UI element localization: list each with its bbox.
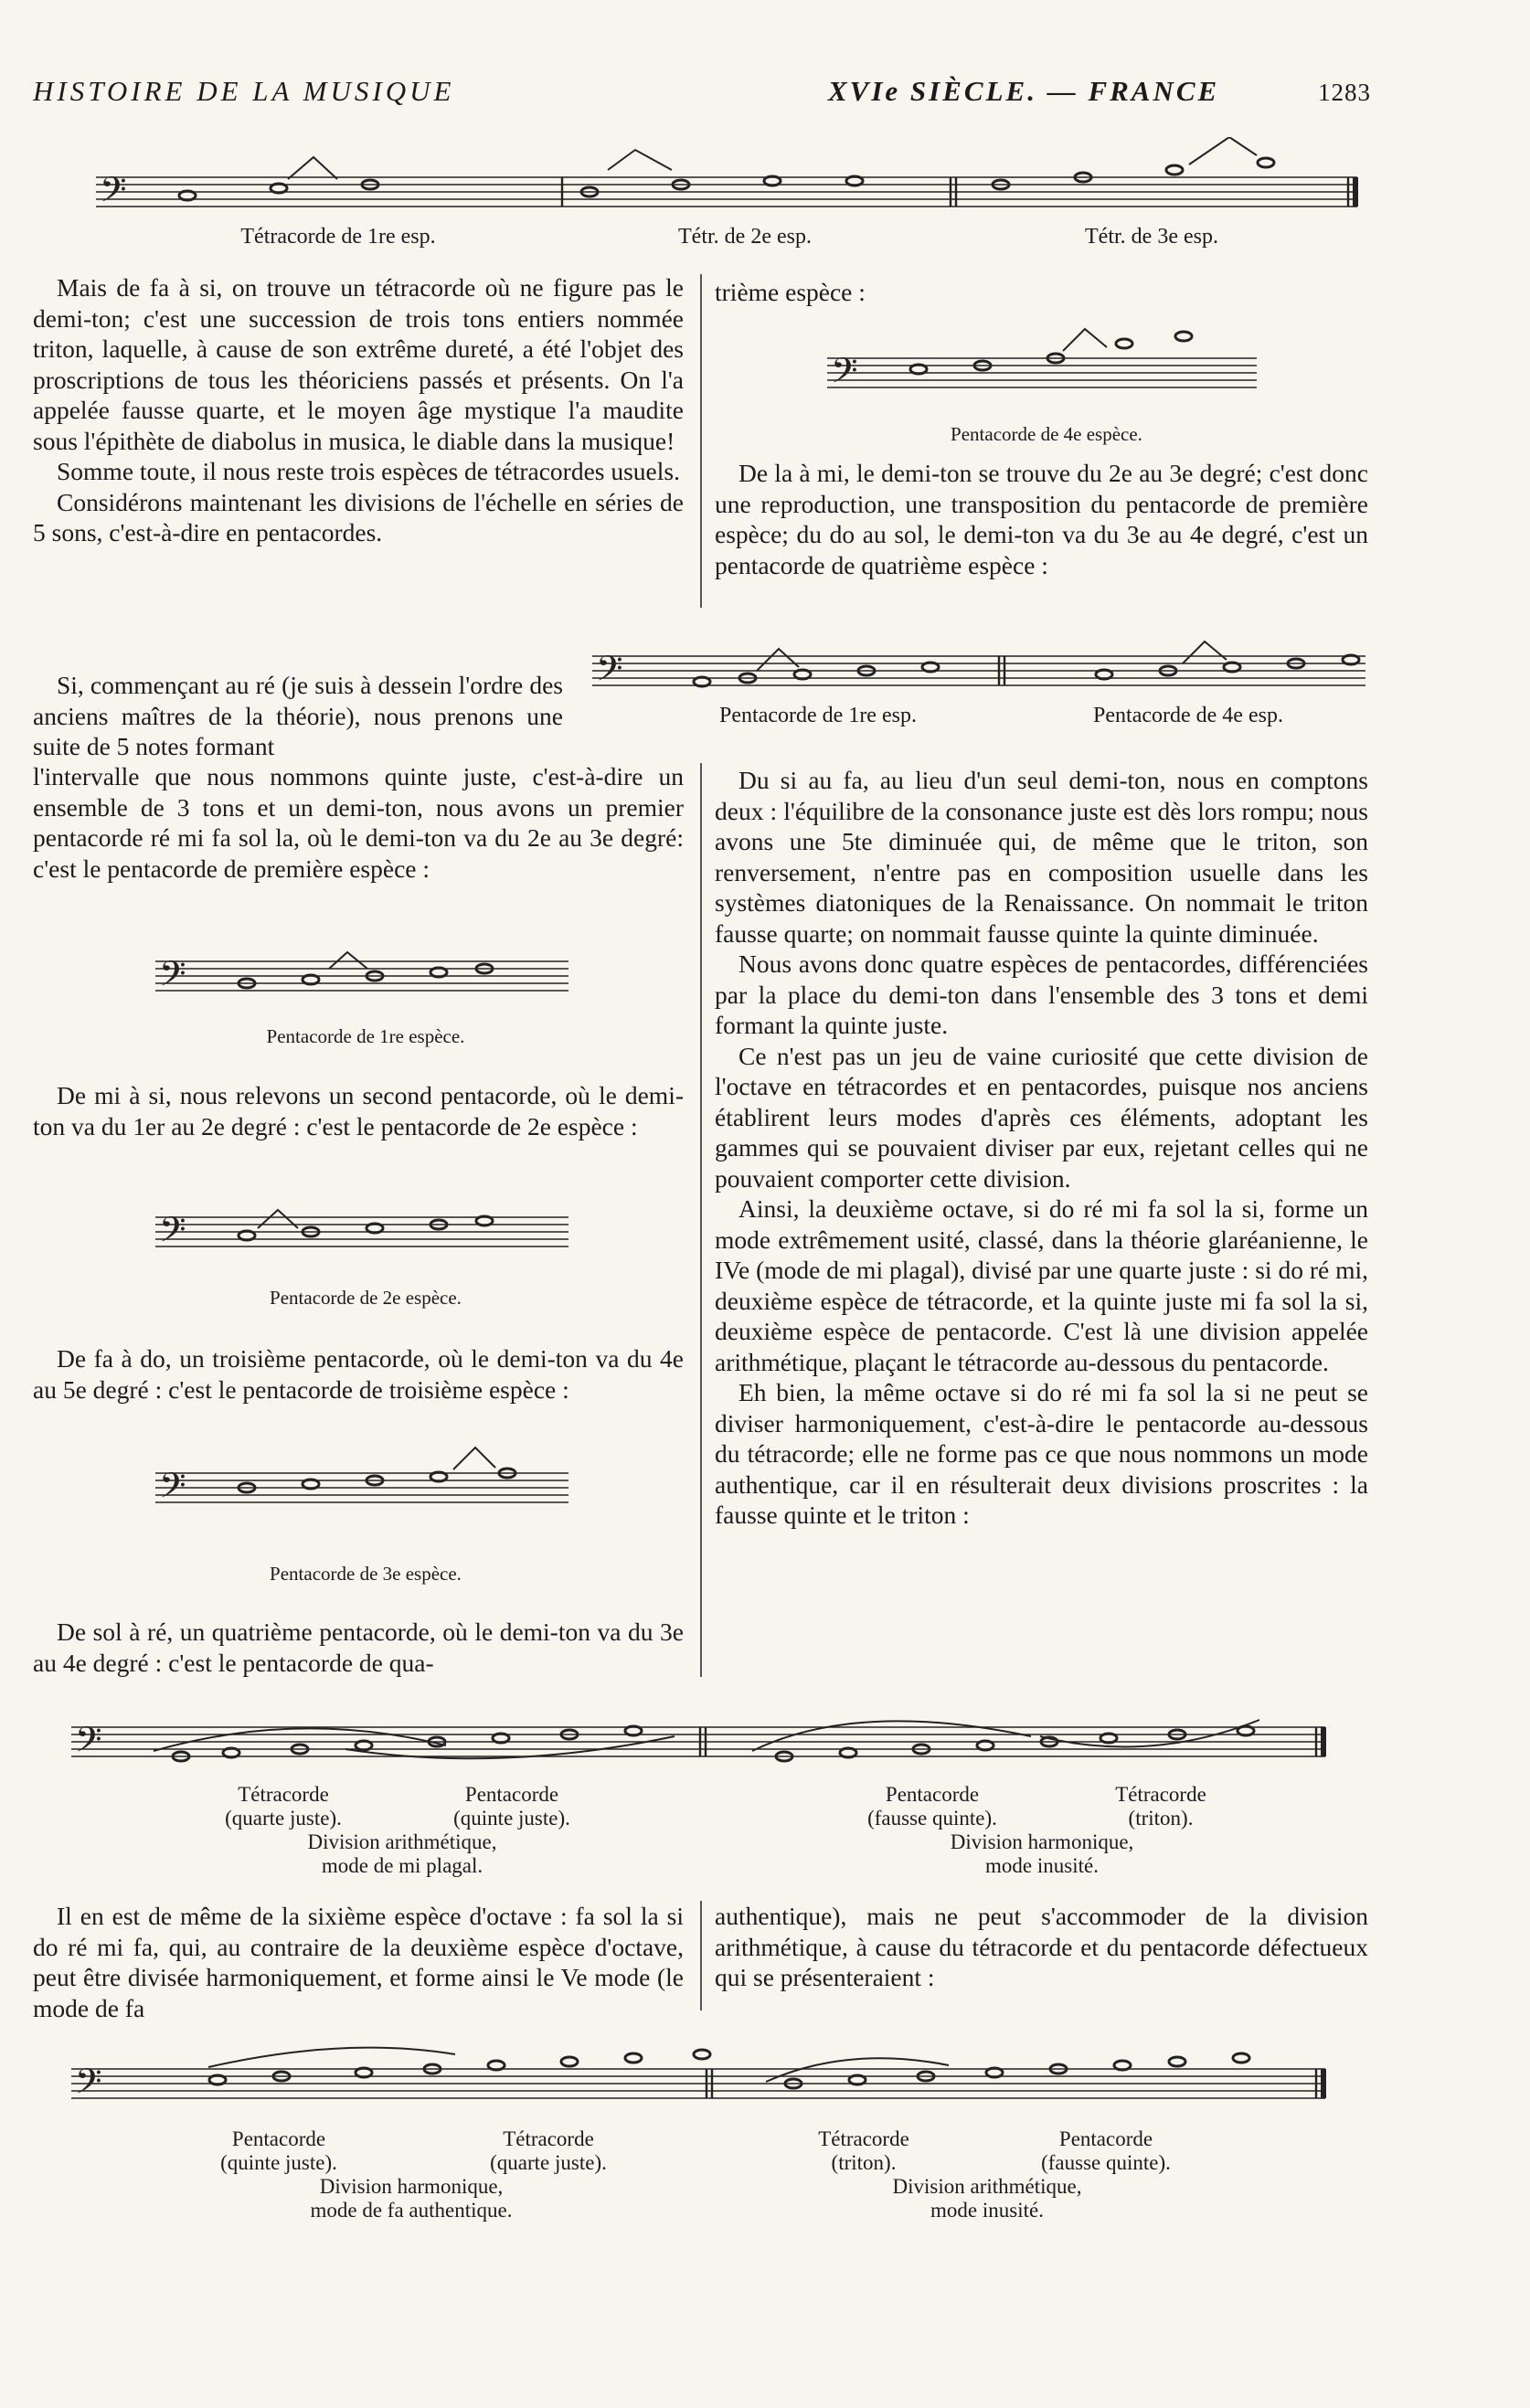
division-label bbox=[786, 2127, 941, 2175]
paragraph: authentique), mais ne peut s'accommoder de la division arithmétique, à cause du tétracorde et du pentacorde défectueux qui se présenteraient : bbox=[715, 1902, 1368, 1991]
label-text: Division harmonique, bbox=[950, 1830, 1134, 1853]
paragraph: Du si au fa, au lieu d'un seul demi-ton, nous en comptons deux : l'équilibre de la consonance juste est dès lors rompu; nous avons une 5te diminuée qui, de même que le triton, son renversement, n'entre pas en composition usuelle dans les systèmes diatoniques de la Renaissance. On nommait le triton fausse quarte; on nommait fausse quinte la quinte diminuée. bbox=[715, 766, 1368, 948]
caption-pentacorde-4: Pentacorde de 4e espèce. bbox=[951, 423, 1142, 445]
division-description bbox=[877, 1830, 1206, 1878]
left-column-text-3 bbox=[33, 761, 684, 884]
label-text: (fausse quinte). bbox=[1041, 2151, 1171, 2174]
division-description bbox=[823, 2175, 1152, 2222]
caption-pentacorde-3: Pentacorde de 3e espèce. bbox=[270, 1563, 462, 1585]
label-text: Pentacorde bbox=[1058, 2127, 1153, 2150]
division-label bbox=[201, 1783, 366, 1830]
staff-division-1 bbox=[71, 1700, 1333, 1773]
division-label bbox=[457, 2127, 640, 2175]
paragraph: Si, commençant au ré (je suis à dessein l'ordre des anciens maîtres de la théorie), nous prenons une suite de 5 notes formant bbox=[33, 671, 563, 760]
label-text: mode de mi plagal. bbox=[321, 1854, 483, 1877]
paragraph: De fa à do, un troisième pentacorde, où le demi-ton va du 4e au 5e degré : c'est le pentacorde de troisième espèce : bbox=[33, 1344, 684, 1404]
staff-label-pentacorde-1: Pentacorde de 1re esp. bbox=[719, 704, 917, 727]
division-description bbox=[228, 1830, 576, 1878]
staff-division-2 bbox=[71, 2027, 1333, 2109]
staff-pentacorde-1 bbox=[155, 941, 576, 1005]
bass-clef-icon: 𝄢 bbox=[831, 350, 858, 399]
staff-pentacorde-1-4 bbox=[592, 631, 1369, 704]
left-column-text-5 bbox=[33, 1343, 684, 1405]
running-header bbox=[33, 75, 1375, 115]
paragraph: Somme toute, il nous reste trois espèces de tétracordes usuels. bbox=[57, 457, 680, 485]
right-column-text-2 bbox=[715, 765, 1368, 1531]
staff-pentacorde-4 bbox=[827, 311, 1266, 411]
column-divider bbox=[700, 1901, 702, 2010]
left-column-text-6 bbox=[33, 1617, 684, 1678]
division-label bbox=[1015, 2127, 1197, 2175]
label-text: (triton). bbox=[831, 2151, 897, 2174]
whole-note-icon bbox=[179, 157, 378, 200]
bass-clef-icon: 𝄢 bbox=[159, 953, 186, 1002]
bass-clef-icon: 𝄢 bbox=[159, 1465, 186, 1514]
label-text: Division arithmétique, bbox=[307, 1830, 497, 1853]
top-staff bbox=[96, 137, 1366, 219]
column-divider bbox=[700, 274, 702, 608]
label-text: (quinte juste). bbox=[220, 2151, 337, 2174]
lower-left-text bbox=[33, 1901, 684, 2023]
paragraph: Eh bien, la même octave si do ré mi fa sol la si ne peut se diviser harmoniquement, c'est-à-dire le pentacorde au-dessous du tétracorde; elle ne forme pas ce que nous nommons un mode authentique, car il en résulterait deux divisions proscrites : la fausse quinte et le triton : bbox=[715, 1378, 1368, 1529]
column-divider bbox=[700, 763, 702, 1677]
staff-label-tetr-2: Tétr. de 2e esp. bbox=[678, 225, 812, 249]
division-label bbox=[192, 2127, 366, 2175]
bass-clef-icon: 𝄢 bbox=[596, 648, 623, 697]
caption-pentacorde-1: Pentacorde de 1re espèce. bbox=[266, 1025, 465, 1047]
label-text: (quinte juste). bbox=[453, 1807, 570, 1830]
paragraph: Ainsi, la deuxième octave, si do ré mi fa sol la si, forme un mode extrêmement usité, classé, dans la théorie glaréanienne, le IVe (mode de mi plagal), divisé par une quarte juste : si do ré mi, deuxième espèce de tétracorde, et la quinte juste mi fa sol la si, deuxième espèce de pentacorde. C'est là une division appelée arithmétique, plaçant le tétracorde au-dessous du pentacorde. bbox=[715, 1194, 1368, 1376]
paragraph: Considérons maintenant les divisions de l'échelle en séries de 5 sons, c'est-à-dire en pentacordes. bbox=[33, 487, 684, 546]
label-text: mode inusité. bbox=[930, 2199, 1044, 2222]
label-text: Pentacorde bbox=[885, 1783, 980, 1806]
division-label bbox=[832, 1783, 1033, 1830]
bass-clef-icon: 𝄢 bbox=[75, 2061, 102, 2109]
right-column-intro bbox=[715, 277, 1368, 308]
label-text: (triton). bbox=[1128, 1807, 1194, 1830]
header-right-title: XVIe SIÈCLE. — FRANCE bbox=[828, 75, 1220, 107]
page-number: 1283 bbox=[1318, 79, 1371, 106]
label-text: Pentacorde bbox=[464, 1783, 559, 1806]
division-label bbox=[1078, 1783, 1243, 1830]
paragraph: De mi à si, nous relevons un second pentacorde, où le demi-ton va du 1er au 2e degré : c'est le pentacorde de 2e espèce : bbox=[33, 1081, 684, 1140]
label-text: (quarte juste). bbox=[490, 2151, 607, 2174]
paragraph: De sol à ré, un quatrième pentacorde, où le demi-ton va du 3e au 4e degré : c'est le pentacorde de qua- bbox=[33, 1618, 684, 1677]
paragraph: trième espèce : bbox=[715, 278, 866, 306]
paragraph: De la à mi, le demi-ton se trouve du 2e au 3e degré; c'est donc une reproduction, une transposition du pentacorde de première espèce; du do au sol, le demi-ton va du 3e au 4e degré, c'est un pentacorde de quatrième espèce : bbox=[715, 459, 1368, 579]
label-text: Tétracorde bbox=[1115, 1783, 1206, 1806]
left-column-text-1 bbox=[33, 272, 684, 548]
label-text: mode inusité. bbox=[985, 1854, 1099, 1877]
division-label bbox=[420, 1783, 603, 1830]
label-text: (quarte juste). bbox=[225, 1807, 342, 1830]
label-text: Tétracorde bbox=[503, 2127, 594, 2150]
bass-clef-icon: 𝄢 bbox=[159, 1209, 186, 1258]
label-text: Tétracorde bbox=[238, 1783, 329, 1806]
paragraph: Ce n'est pas un jeu de vaine curiosité que cette division de l'octave en tétracordes et en pentacordes, puisque nos anciens établirent leurs modes d'après ces éléments, adoptant les gammes qui se pouvaient diviser par eux, rejetant celles qui ne pouvaient comporter cette division. bbox=[715, 1041, 1368, 1193]
paragraph: l'intervalle que nous nommons quinte juste, c'est-à-dire un ensemble de 3 tons et un demi-ton, nous avons un premier pentacorde ré mi fa sol la, où le demi-ton va du 2e au 3e degré: c'est le pentacorde de première espèce : bbox=[33, 762, 684, 883]
staff-label-pentacorde-4: Pentacorde de 4e esp. bbox=[1093, 704, 1283, 727]
division-description bbox=[247, 2175, 576, 2222]
label-text: Division harmonique, bbox=[319, 2175, 504, 2198]
staff-pentacorde-2 bbox=[155, 1197, 576, 1261]
label-text: (fausse quinte). bbox=[867, 1807, 997, 1830]
label-text: Pentacorde bbox=[231, 2127, 326, 2150]
paragraph: Mais de fa à si, on trouve un tétracorde où ne figure pas le demi-ton; c'est une succession de trois tons entiers nommée triton, laquelle, à cause de son extrême dureté, a été l'objet des proscriptions de tous les théoriciens passés et présents. On l'a appelée fausse quarte, et le moyen âge mystique l'a maudite sous l'épithète de diabolus in musica, le diable dans la musique! bbox=[33, 273, 684, 455]
right-column-text-1 bbox=[715, 458, 1368, 580]
lower-right-text bbox=[715, 1901, 1368, 1993]
label-text: Division arithmétique, bbox=[892, 2175, 1082, 2198]
staff-pentacorde-3 bbox=[155, 1444, 576, 1517]
bass-clef-icon: 𝄢 bbox=[75, 1719, 102, 1768]
label-text: Tétracorde bbox=[818, 2127, 909, 2150]
bass-clef-icon: 𝄢 bbox=[100, 169, 127, 218]
staff-label-tetr-1: Tétracorde de 1re esp. bbox=[240, 225, 436, 249]
paragraph: Il en est de même de la sixième espèce d'octave : fa sol la si do ré mi fa, qui, au contraire de la deuxième espèce d'octave, peut être divisée harmoniquement, et forme ainsi le Ve mode (le mode de fa bbox=[33, 1902, 684, 2022]
caption-pentacorde-2: Pentacorde de 2e espèce. bbox=[270, 1287, 462, 1309]
label-text: mode de fa authentique. bbox=[310, 2199, 513, 2222]
staff-label-tetr-3: Tétr. de 3e esp. bbox=[1085, 225, 1218, 249]
paragraph: Nous avons donc quatre espèces de pentacordes, différenciées par la place du demi-ton dans l'ensemble des 3 tons et demi formant la quinte juste. bbox=[715, 949, 1368, 1039]
left-column-text-2 bbox=[33, 670, 563, 762]
left-column-text-4 bbox=[33, 1080, 684, 1141]
header-left-title: HISTOIRE DE LA MUSIQUE bbox=[33, 75, 455, 107]
